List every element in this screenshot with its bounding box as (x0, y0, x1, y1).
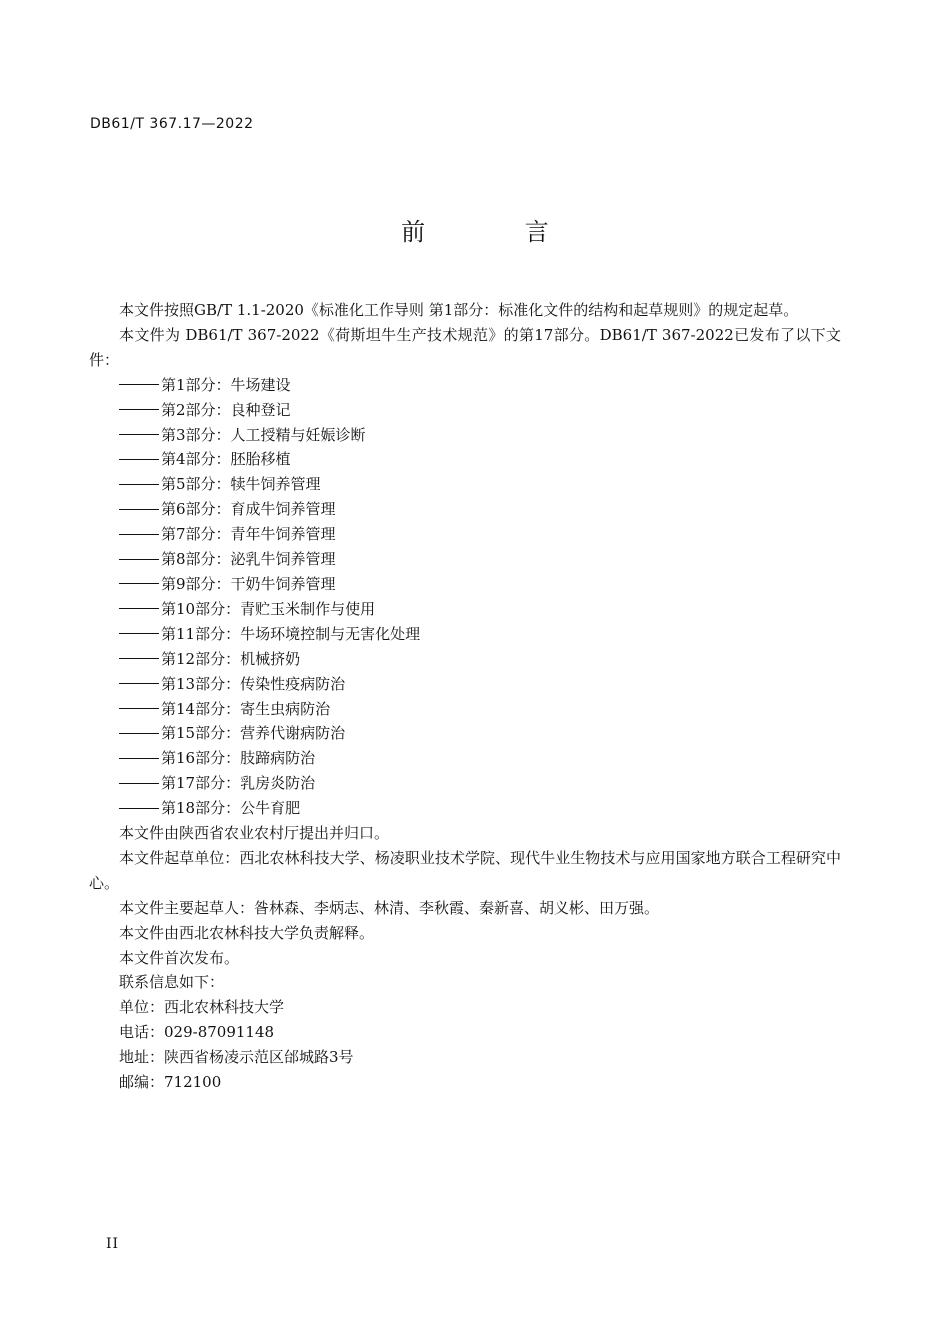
dash-marker (119, 509, 159, 510)
paragraph-drafting-basis: 本文件按照GB/T 1.1-2020《标准化工作导则 第1部分：标准化文件的结构和起草规则》的规定起草。 (119, 301, 799, 319)
list-item: 第13部分：传染性疫病防治 (89, 672, 841, 697)
list-item: 第16部分：肢蹄病防治 (89, 746, 841, 771)
list-item: 第4部分：胚胎移植 (89, 447, 841, 472)
list-item: 第1部分：牛场建设 (89, 373, 841, 398)
list-item: 第5部分：犊牛饲养管理 (89, 472, 841, 497)
paragraph-drafting-units: 本文件起草单位：西北农林科技大学、杨凌职业技术学院、现代牛业生物技术与应用国家地方联合工程研究中心。 (89, 848, 841, 892)
dash-marker (119, 384, 159, 385)
list-item: 第10部分：青贮玉米制作与使用 (89, 597, 841, 622)
dash-marker (119, 534, 159, 535)
list-item: 第18部分：公牛育肥 (89, 796, 841, 821)
dash-marker (119, 808, 159, 809)
page-title: 前 言 (401, 218, 595, 246)
list-item: 第8部分：泌乳牛饲养管理 (89, 547, 841, 572)
dash-marker (119, 683, 159, 684)
dash-marker (119, 559, 159, 560)
list-item: 第3部分：人工授精与妊娠诊断 (89, 423, 841, 448)
dash-marker (119, 484, 159, 485)
foreword-body (89, 298, 841, 1095)
dash-marker (119, 708, 159, 709)
contact-postcode: 邮编：712100 (119, 1073, 222, 1092)
contact-unit: 单位：西北农林科技大学 (119, 998, 285, 1017)
paragraph-proposer: 本文件由陕西省农业农村厅提出并归口。 (119, 824, 390, 843)
dash-marker (119, 783, 159, 784)
contact-phone: 电话：029-87091148 (119, 1023, 275, 1042)
paragraph-first-release: 本文件首次发布。 (119, 948, 240, 967)
paragraph-contact-heading: 联系信息如下： (119, 973, 225, 992)
document-code: DB61/T 367.17—2022 (90, 116, 254, 132)
dash-marker (119, 633, 159, 634)
list-item: 第12部分：机械挤奶 (89, 647, 841, 672)
dash-marker (119, 758, 159, 759)
dash-marker (119, 409, 159, 410)
dash-marker (119, 459, 159, 460)
list-item: 第11部分：牛场环境控制与无害化处理 (89, 622, 841, 647)
contact-address: 地址：陕西省杨凌示范区邰城路3号 (119, 1048, 354, 1067)
dash-marker (119, 583, 159, 584)
list-item: 第15部分：营养代谢病防治 (89, 721, 841, 746)
dash-marker (119, 608, 159, 609)
paragraph-series-intro: 本文件为 DB61/T 367-2022《荷斯坦牛生产技术规范》的第17部分。DB61/T 367-2022已发布了以下文件： (89, 325, 841, 369)
paragraph-drafters: 本文件主要起草人：昝林森、李炳志、林清、李秋霞、秦新喜、胡义彬、田万强。 (119, 898, 660, 917)
parts-list (89, 373, 841, 821)
list-item: 第2部分：良种登记 (89, 398, 841, 423)
paragraph-interpretation: 本文件由西北农林科技大学负责解释。 (119, 923, 375, 942)
list-item: 第14部分：寄生虫病防治 (89, 697, 841, 722)
list-item: 第9部分：干奶牛饲养管理 (89, 572, 841, 597)
page-number: II (106, 1236, 120, 1252)
dash-marker (119, 733, 159, 734)
dash-marker (119, 434, 159, 435)
list-item: 第17部分：乳房炎防治 (89, 771, 841, 796)
dash-marker (119, 658, 159, 659)
list-item: 第6部分：育成牛饲养管理 (89, 497, 841, 522)
list-item: 第7部分：青年牛饲养管理 (89, 522, 841, 547)
